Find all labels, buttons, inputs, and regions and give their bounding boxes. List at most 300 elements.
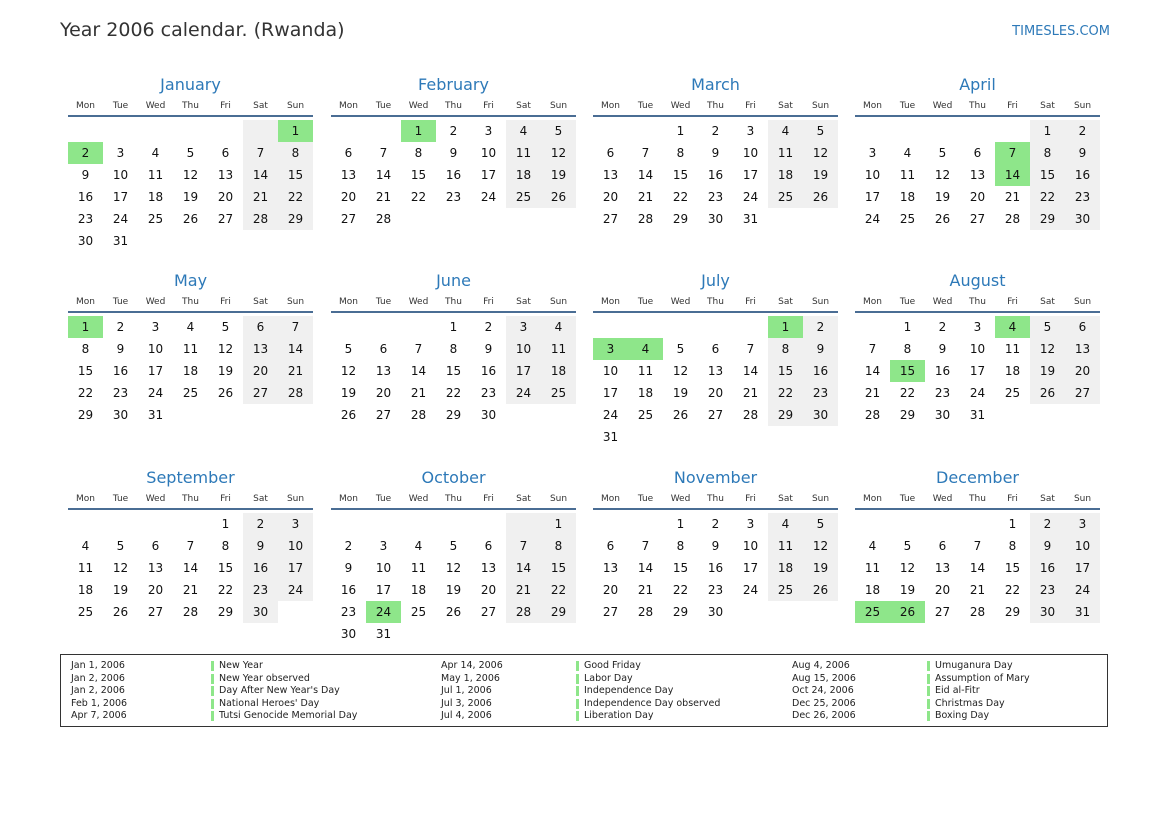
weekday-label: Thu	[182, 494, 199, 504]
day-cell: 2	[711, 124, 720, 138]
day-cell: 28	[182, 605, 199, 619]
holiday-date: Aug 4, 2006	[792, 660, 850, 671]
empty-cell	[1030, 404, 1065, 426]
holiday-date: Jul 4, 2006	[441, 710, 492, 722]
holiday-date: Jan 2, 2006	[71, 672, 125, 684]
empty-cell	[208, 230, 243, 252]
day-grid	[331, 120, 576, 230]
weekday-label: Mon	[601, 101, 620, 111]
weekday-header	[331, 490, 576, 510]
day-cell: 3	[116, 146, 125, 160]
day-cell: 24	[278, 579, 313, 601]
weekday-label: Sun	[549, 101, 568, 111]
day-cell: 19	[541, 164, 576, 186]
day-cell: 29	[672, 212, 689, 226]
day-cell: 25	[855, 601, 890, 623]
day-cell: 20	[147, 583, 164, 597]
day-cell: 12	[672, 364, 689, 378]
month-name: January	[160, 75, 221, 94]
empty-cell	[138, 120, 173, 142]
day-cell: 19	[112, 583, 129, 597]
weekday-label: Thu	[969, 297, 986, 307]
day-cell: 8	[414, 146, 423, 160]
day-cell: 21	[637, 190, 654, 204]
holiday-name: Umuganura Day	[935, 660, 1013, 671]
month-july	[593, 269, 838, 448]
empty-cell	[960, 513, 995, 535]
day-cell: 23	[445, 190, 462, 204]
day-cell: 24	[112, 212, 129, 226]
day-cell: 27	[1065, 382, 1100, 404]
day-cell: 10	[602, 364, 619, 378]
day-cell: 19	[217, 364, 234, 378]
day-cell: 29	[217, 605, 234, 619]
day-cell: 8	[676, 539, 685, 553]
day-cell: 27	[969, 212, 986, 226]
day-cell: 15	[672, 168, 689, 182]
empty-cell	[803, 601, 838, 623]
month-name: May	[173, 271, 208, 290]
day-cell: 19	[340, 386, 357, 400]
day-grid	[855, 513, 1100, 623]
holiday-marker	[927, 699, 930, 709]
weekday-label: Wed	[670, 494, 691, 504]
day-cell: 7	[868, 342, 877, 356]
weekday-label: Wed	[932, 101, 953, 111]
holiday-name: Good Friday	[584, 660, 641, 671]
day-cell: 9	[243, 535, 278, 557]
weekday-label: Thu	[445, 101, 462, 111]
day-cell: 30	[934, 408, 951, 422]
day-cell: 11	[864, 561, 881, 575]
day-cell: 11	[637, 364, 654, 378]
day-cell: 6	[243, 316, 278, 338]
empty-cell	[243, 230, 278, 252]
day-cell: 2	[344, 539, 353, 553]
day-cell: 4	[903, 146, 912, 160]
day-cell: 16	[480, 364, 497, 378]
day-cell: 6	[379, 342, 388, 356]
day-cell: 1	[221, 517, 230, 531]
weekday-label: Sat	[1040, 101, 1055, 111]
day-cell: 24	[742, 190, 759, 204]
day-cell: 17	[112, 190, 129, 204]
day-cell: 16	[934, 364, 951, 378]
holiday-marker	[927, 686, 930, 696]
day-cell: 27	[707, 408, 724, 422]
day-cell: 23	[1065, 186, 1100, 208]
day-cell: 29	[77, 408, 94, 422]
day-cell: 9	[449, 146, 458, 160]
day-cell: 9	[711, 146, 720, 160]
day-cell: 6	[606, 539, 615, 553]
holiday-entry	[61, 685, 1101, 698]
day-cell: 3	[973, 320, 982, 334]
day-cell: 27	[243, 382, 278, 404]
day-cell: 7	[641, 539, 650, 553]
day-cell: 11	[77, 561, 94, 575]
day-cell: 4	[628, 338, 663, 360]
day-cell: 11	[182, 342, 199, 356]
day-cell: 8	[81, 342, 90, 356]
empty-cell	[593, 513, 628, 535]
day-cell: 20	[1065, 360, 1100, 382]
empty-cell	[960, 120, 995, 142]
day-cell: 5	[676, 342, 685, 356]
day-cell: 10	[147, 342, 164, 356]
empty-cell	[173, 230, 208, 252]
holiday-name: Tutsi Genocide Memorial Day	[219, 710, 358, 722]
day-cell: 5	[221, 320, 230, 334]
weekday-label: Tue	[375, 101, 392, 111]
empty-cell	[506, 208, 541, 230]
day-cell: 12	[182, 168, 199, 182]
holiday-date: Apr 14, 2006	[441, 660, 503, 671]
weekday-header	[593, 97, 838, 117]
day-cell: 6	[344, 146, 353, 160]
day-cell: 1	[541, 513, 576, 535]
empty-cell	[663, 426, 698, 448]
empty-cell	[208, 404, 243, 426]
day-cell: 14	[375, 168, 392, 182]
day-cell: 8	[449, 342, 458, 356]
empty-cell	[68, 120, 103, 142]
day-cell: 13	[375, 364, 392, 378]
day-cell: 18	[1004, 364, 1021, 378]
weekday-label: Mon	[863, 297, 882, 307]
empty-cell	[436, 208, 471, 230]
empty-cell	[855, 120, 890, 142]
empty-cell	[733, 316, 768, 338]
empty-cell	[331, 316, 366, 338]
day-cell: 8	[903, 342, 912, 356]
day-cell: 8	[1008, 539, 1017, 553]
empty-cell	[995, 120, 1030, 142]
holiday-entry	[61, 698, 1101, 711]
day-cell: 5	[903, 539, 912, 553]
empty-cell	[103, 513, 138, 535]
day-cell: 18	[637, 386, 654, 400]
day-cell: 29	[445, 408, 462, 422]
month-name: September	[146, 468, 235, 487]
day-cell: 30	[707, 605, 724, 619]
day-cell: 7	[278, 316, 313, 338]
day-cell: 23	[112, 386, 129, 400]
day-cell: 31	[375, 627, 392, 641]
empty-cell	[803, 208, 838, 230]
day-cell: 3	[278, 513, 313, 535]
day-cell: 14	[637, 561, 654, 575]
day-cell: 25	[768, 579, 803, 601]
day-cell: 18	[410, 583, 427, 597]
day-cell: 31	[1065, 601, 1100, 623]
holiday-name: New Year	[219, 660, 263, 671]
day-cell: 24	[742, 583, 759, 597]
weekday-header	[593, 490, 838, 510]
day-cell: 17	[480, 168, 497, 182]
day-cell: 3	[506, 316, 541, 338]
day-cell: 7	[506, 535, 541, 557]
day-cell: 4	[768, 513, 803, 535]
day-cell: 28	[969, 605, 986, 619]
holiday-date: Dec 26, 2006	[792, 710, 856, 722]
month-october	[331, 466, 576, 645]
day-cell: 31	[147, 408, 164, 422]
day-cell: 7	[746, 342, 755, 356]
day-cell: 18	[541, 360, 576, 382]
empty-cell	[103, 120, 138, 142]
weekday-label: Sun	[811, 297, 830, 307]
empty-cell	[593, 316, 628, 338]
holiday-entry	[61, 660, 1101, 673]
empty-cell	[663, 316, 698, 338]
day-cell: 7	[243, 142, 278, 164]
weekday-header	[68, 97, 313, 117]
site-link[interactable]: TIMESLES.COM	[1012, 24, 1110, 39]
empty-cell	[768, 208, 803, 230]
weekday-label: Mon	[339, 101, 358, 111]
day-cell: 22	[768, 382, 803, 404]
day-cell: 13	[480, 561, 497, 575]
day-cell: 28	[637, 212, 654, 226]
weekday-label: Fri	[745, 494, 756, 504]
day-cell: 24	[147, 386, 164, 400]
day-cell: 1	[278, 120, 313, 142]
day-grid	[331, 513, 576, 645]
day-cell: 30	[1065, 208, 1100, 230]
empty-cell	[331, 120, 366, 142]
day-cell: 22	[899, 386, 916, 400]
weekday-header	[855, 97, 1100, 117]
day-cell: 14	[864, 364, 881, 378]
day-cell: 4	[81, 539, 90, 553]
empty-cell	[366, 120, 401, 142]
day-cell: 26	[541, 186, 576, 208]
day-cell: 24	[602, 408, 619, 422]
day-cell: 13	[1065, 338, 1100, 360]
holiday-name: Independence Day	[584, 685, 674, 697]
day-cell: 26	[1030, 382, 1065, 404]
holiday-name: Labor Day	[584, 672, 633, 684]
weekday-label: Mon	[76, 297, 95, 307]
day-cell: 19	[1030, 360, 1065, 382]
day-cell: 23	[803, 382, 838, 404]
holiday-name: Boxing Day	[935, 710, 990, 722]
day-cell: 21	[637, 583, 654, 597]
weekday-label: Thu	[969, 101, 986, 111]
day-cell: 9	[1030, 535, 1065, 557]
weekday-label: Sat	[516, 101, 531, 111]
empty-cell	[506, 404, 541, 426]
day-cell: 19	[182, 190, 199, 204]
day-cell: 26	[445, 605, 462, 619]
holiday-date: Oct 24, 2006	[792, 685, 854, 697]
day-cell: 26	[217, 386, 234, 400]
holiday-legend	[60, 654, 1108, 727]
empty-cell	[541, 404, 576, 426]
empty-cell	[628, 426, 663, 448]
empty-cell	[1065, 404, 1100, 426]
empty-cell	[278, 230, 313, 252]
weekday-label: Mon	[863, 494, 882, 504]
weekday-label: Tue	[637, 101, 654, 111]
day-cell: 18	[77, 583, 94, 597]
holiday-name: Assumption of Mary	[935, 672, 1030, 684]
day-cell: 1	[401, 120, 436, 142]
day-cell: 19	[803, 557, 838, 579]
weekday-label: Sat	[778, 101, 793, 111]
weekday-label: Wed	[932, 494, 953, 504]
day-cell: 9	[116, 342, 125, 356]
day-cell: 13	[707, 364, 724, 378]
day-cell: 21	[864, 386, 881, 400]
day-cell: 14	[278, 338, 313, 360]
weekday-label: Tue	[375, 494, 392, 504]
weekday-label: Thu	[182, 297, 199, 307]
day-cell: 18	[864, 583, 881, 597]
day-cell: 11	[768, 535, 803, 557]
month-name: October	[421, 468, 486, 487]
weekday-label: Tue	[899, 101, 916, 111]
empty-cell	[401, 513, 436, 535]
day-cell: 14	[410, 364, 427, 378]
day-cell: 30	[803, 404, 838, 426]
day-cell: 1	[768, 316, 803, 338]
weekday-label: Wed	[145, 494, 166, 504]
day-cell: 30	[707, 212, 724, 226]
day-cell: 24	[864, 212, 881, 226]
weekday-label: Fri	[745, 297, 756, 307]
weekday-label: Tue	[375, 297, 392, 307]
weekday-label: Sun	[549, 494, 568, 504]
day-cell: 31	[112, 234, 129, 248]
day-cell: 5	[116, 539, 125, 553]
day-cell: 9	[803, 338, 838, 360]
empty-cell	[471, 208, 506, 230]
weekday-label: Sun	[549, 297, 568, 307]
day-cell: 17	[864, 190, 881, 204]
day-cell: 23	[480, 386, 497, 400]
weekday-header	[855, 293, 1100, 313]
day-cell: 25	[637, 408, 654, 422]
day-cell: 1	[676, 517, 685, 531]
day-cell: 12	[803, 142, 838, 164]
empty-cell	[628, 316, 663, 338]
weekday-label: Wed	[408, 297, 429, 307]
day-cell: 11	[410, 561, 427, 575]
holiday-name: Liberation Day	[584, 710, 654, 722]
day-cell: 21	[182, 583, 199, 597]
day-cell: 27	[147, 605, 164, 619]
day-cell: 12	[217, 342, 234, 356]
day-cell: 25	[147, 212, 164, 226]
day-cell: 31	[742, 212, 759, 226]
day-cell: 22	[410, 190, 427, 204]
day-cell: 12	[803, 535, 838, 557]
holiday-date: Jul 3, 2006	[441, 697, 492, 709]
weekday-label: Wed	[145, 297, 166, 307]
empty-cell	[436, 623, 471, 645]
month-name: November	[673, 468, 758, 487]
day-cell: 23	[77, 212, 94, 226]
day-cell: 16	[112, 364, 129, 378]
day-cell: 22	[1004, 583, 1021, 597]
day-cell: 4	[506, 120, 541, 142]
day-cell: 5	[541, 120, 576, 142]
day-cell: 16	[77, 190, 94, 204]
day-cell: 18	[768, 557, 803, 579]
day-cell: 4	[186, 320, 195, 334]
day-cell: 3	[151, 320, 160, 334]
day-cell: 12	[112, 561, 129, 575]
holiday-date: Dec 25, 2006	[792, 697, 856, 709]
weekday-label: Sat	[253, 494, 268, 504]
day-cell: 6	[484, 539, 493, 553]
day-cell: 7	[641, 146, 650, 160]
day-cell: 20	[217, 190, 234, 204]
weekday-label: Sun	[286, 297, 305, 307]
day-cell: 18	[768, 164, 803, 186]
day-cell: 10	[864, 168, 881, 182]
day-cell: 10	[506, 338, 541, 360]
empty-cell	[698, 426, 733, 448]
day-cell: 17	[278, 557, 313, 579]
day-cell: 25	[1004, 386, 1021, 400]
day-cell: 2	[449, 124, 458, 138]
weekday-label: Sat	[516, 297, 531, 307]
day-cell: 3	[379, 539, 388, 553]
empty-cell	[68, 513, 103, 535]
day-cell: 27	[934, 605, 951, 619]
day-cell: 3	[746, 124, 755, 138]
holiday-marker	[927, 661, 930, 671]
day-cell: 27	[217, 212, 234, 226]
day-cell: 30	[1030, 601, 1065, 623]
day-cell: 10	[1065, 535, 1100, 557]
day-cell: 11	[1004, 342, 1021, 356]
day-cell: 22	[445, 386, 462, 400]
holiday-marker	[927, 711, 930, 721]
day-cell: 29	[899, 408, 916, 422]
day-cell: 26	[890, 601, 925, 623]
weekday-label: Fri	[1007, 101, 1018, 111]
day-cell: 21	[410, 386, 427, 400]
day-grid	[593, 316, 838, 448]
day-cell: 5	[803, 120, 838, 142]
day-cell: 28	[1004, 212, 1021, 226]
day-cell: 24	[1065, 579, 1100, 601]
day-cell: 14	[506, 557, 541, 579]
weekday-label: Sat	[778, 297, 793, 307]
day-cell: 19	[803, 164, 838, 186]
month-june	[331, 269, 576, 426]
day-cell: 20	[243, 360, 278, 382]
day-cell: 14	[637, 168, 654, 182]
day-cell: 16	[243, 557, 278, 579]
day-cell: 10	[375, 561, 392, 575]
weekday-label: Fri	[483, 494, 494, 504]
weekday-label: Wed	[408, 101, 429, 111]
day-cell: 3	[1065, 513, 1100, 535]
day-cell: 19	[445, 583, 462, 597]
day-cell: 7	[379, 146, 388, 160]
month-name: August	[949, 271, 1006, 290]
day-cell: 3	[484, 124, 493, 138]
day-cell: 3	[868, 146, 877, 160]
day-cell: 25	[182, 386, 199, 400]
day-cell: 1	[449, 320, 458, 334]
day-cell: 15	[890, 360, 925, 382]
